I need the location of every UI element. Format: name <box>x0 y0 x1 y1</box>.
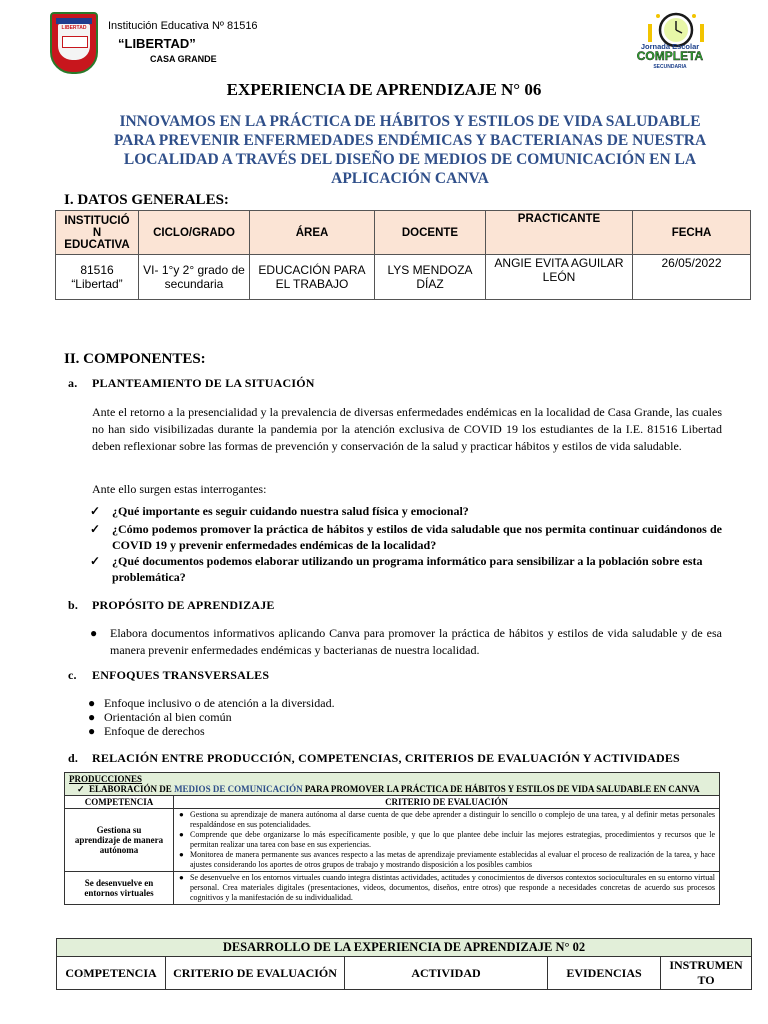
page-title: EXPERIENCIA DE APRENDIZAJE N° 06 <box>226 80 542 99</box>
bullet-icon: ● <box>88 710 96 724</box>
pregunta-item: ✓ ¿Qué documentos podemos elaborar utilizando un programa informático para sensibilizar a la población sobre esta problemática? <box>90 554 703 584</box>
datos-cell: VI- 1°y 2° grado de secundaria <box>139 255 250 300</box>
datos-header: CICLO/GRADO <box>139 211 250 255</box>
datos-header: ÁREA <box>250 211 375 255</box>
datos-header: INSTITUCIÓ N EDUCATIVA <box>56 211 139 255</box>
bullet-icon: ● <box>179 873 184 882</box>
enfoque-item: ● Enfoque inclusivo o de atención a la diversidad. <box>88 696 335 710</box>
page-subtitle <box>100 112 720 188</box>
bullet-icon: ● <box>88 696 96 710</box>
datos-cell: 26/05/2022 <box>633 255 751 300</box>
proposito-item: ● Elabora documentos informativos aplicando Canva para promover la práctica de hábitos y estilos de vida saludable y de esa manera prevenir enfermedades endémicas y bacterianas de nuestra localidad. <box>90 626 722 657</box>
section-a-title: PLANTEAMIENTO DE LA SITUACIÓN <box>92 376 315 390</box>
section-b-title: PROPÓSITO DE APRENDIZAJE <box>92 598 275 612</box>
col-header-criterio: CRITERIO DE EVALUACIÓN <box>174 796 720 809</box>
bullet-icon: ● <box>179 830 184 839</box>
pregunta-item: ✓ ¿Qué importante es seguir cuidando nuestra salud física y emocional? <box>90 504 469 518</box>
bullet-icon: ● <box>179 810 184 819</box>
desarrollo-header: EVIDENCIAS <box>548 957 661 990</box>
produccion-item: ✓ ELABORACIÓN DE MEDIOS DE COMUNICACIÓN PARA PROMOVER LA PRÁCTICA DE HÁBITOS Y ESTILOS DE VIDA SALUDABLE EN CANVA <box>77 784 700 794</box>
section-d-label: d. <box>68 751 79 765</box>
logo-text-completa: COMPLETA <box>636 49 704 63</box>
col-header-competencia: COMPETENCIA <box>65 796 174 809</box>
section-c-title: ENFOQUES TRANSVERSALES <box>92 668 270 682</box>
jornada-completa-logo <box>618 6 718 72</box>
situacion-paragraph: Ante el retorno a la presencialidad y la prevalencia de diversas enfermedades endémicas en la localidad de Casa Grande, las cuales no han sido visibilizadas durante la pandemia por la atención exclusiva de COVID 19 los estudiantes de la I.E. 81516 Libertad deben reflexionar sobre las formas de prevención y conservación de la salud y practicar hábitos y estilos de vida saludable. <box>92 405 722 453</box>
desarrollo-header: COMPETENCIA <box>57 957 166 990</box>
institution-name: Institución Educativa Nº 81516 <box>108 20 258 32</box>
componentes-heading: II. COMPONENTES: <box>64 351 206 367</box>
datos-heading: I. DATOS GENERALES: <box>64 192 229 208</box>
pregunta-item: ✓ ¿Cómo podemos promover la práctica de hábitos y estilos de vida saludable que nos permita continuar cuidándonos de COVID 19 y prevenir enfermedades endémicas de la localidad? <box>90 522 722 552</box>
check-icon: ✓ <box>90 504 101 518</box>
producciones-label: PRODUCCIONES <box>69 774 143 784</box>
preguntas-intro: Ante ello surgen estas interrogantes: <box>92 482 267 496</box>
subtitle-line: PARA PREVENIR ENFERMEDADES ENDÉMICAS Y BACTERIANAS DE NUESTRA <box>113 132 707 149</box>
criterio-item: ● Monitorea de manera permanente sus avances respecto a las metas de aprendizaje previamente establecidas al evaluar el proceso de realización de la tarea, y hace ajustes considerando los aportes de otros grupos de trabajo y mostrando disposición a los posibles cambios <box>179 850 715 869</box>
datos-cell: 81516 “Libertad” <box>56 255 139 300</box>
desarrollo-table <box>56 938 752 990</box>
bullet-icon: ● <box>88 724 96 738</box>
section-d-title: RELACIÓN ENTRE PRODUCCIÓN, COMPETENCIAS, CRITERIOS DE EVALUACIÓN Y ACTIVIDADES <box>92 751 680 765</box>
institution-motto: “LIBERTAD” <box>118 36 196 51</box>
subtitle-line: LOCALIDAD A TRAVÉS DEL DISEÑO DE MEDIOS DE COMUNICACIÓN EN LA <box>123 151 697 168</box>
section-c-label: c. <box>68 668 77 682</box>
datos-cell: ANGIE EVITA AGUILAR LEÓN <box>486 255 633 300</box>
datos-table <box>55 210 751 300</box>
school-crest <box>50 12 98 74</box>
crest-book-icon <box>62 36 88 48</box>
bullet-icon: ● <box>179 850 184 859</box>
datos-header: DOCENTE <box>375 211 486 255</box>
institution-city: CASA GRANDE <box>150 54 217 64</box>
criterio-item: ● Comprende que debe organizarse lo más específicamente posible, y que lo que plantee debe incluir las mejores estrategias, procedimientos y recursos que le permitan realizar una tarea con base en sus experiencias. <box>179 830 715 849</box>
desarrollo-title: DESARROLLO DE LA EXPERIENCIA DE APRENDIZAJE N° 02 <box>57 939 752 957</box>
datos-header: FECHA <box>633 211 751 255</box>
check-icon: ✓ <box>90 522 101 536</box>
enfoque-item: ● Enfoque de derechos <box>88 724 205 738</box>
crest-text: LIBERTAD <box>61 25 87 31</box>
desarrollo-header: INSTRUMEN TO <box>661 957 752 990</box>
competencia-cell: Gestiona su aprendizaje de manera autónoma <box>65 809 174 872</box>
logo-text-secundaria: SECUNDARIA <box>653 64 687 70</box>
section-a-label: a. <box>68 376 78 390</box>
criterio-item: ● Se desenvuelve en los entornos virtuales cuando integra distintas actividades, actitudes y conocimientos de diversos contextos socioculturales en su entorno virtual personal. Crea materiales digitales (presentaciones, videos, documentos, diseños, entre otros) que responde a necesidades concretas de acuerdo sus procesos cognitivos y la manifestación de su individualidad. <box>179 873 715 902</box>
producciones-cell <box>65 773 720 796</box>
subtitle-line: INNOVAMOS EN LA PRÁCTICA DE HÁBITOS Y ESTILOS DE VIDA SALUDABLE <box>119 113 701 130</box>
datos-cell: LYS MENDOZA DÍAZ <box>375 255 486 300</box>
competencia-cell: Se desenvuelve en entornos virtuales <box>65 872 174 905</box>
datos-cell: EDUCACIÓN PARA EL TRABAJO <box>250 255 375 300</box>
logo-text-jornada: Jornada Escolar <box>640 42 700 51</box>
criterio-cell <box>174 809 720 872</box>
check-icon: ✓ <box>77 784 85 794</box>
criterio-item: ● Gestiona su aprendizaje de manera autónoma al darse cuenta de que debe aprender a distinguir lo sencillo o complejo de una tarea, y al definir metas personales respaldándose en sus potencialidades. <box>179 810 715 829</box>
bullet-icon: ● <box>90 626 98 640</box>
enfoque-item: ● Orientación al bien común <box>88 710 232 724</box>
datos-header: PRACTICANTE <box>486 211 633 255</box>
criterio-cell <box>174 872 720 905</box>
check-icon: ✓ <box>90 554 101 568</box>
desarrollo-header: CRITERIO DE EVALUACIÓN <box>166 957 345 990</box>
subtitle-line: APLICACIÓN CANVA <box>331 170 489 187</box>
relacion-table <box>64 772 720 905</box>
desarrollo-header: ACTIVIDAD <box>345 957 548 990</box>
section-b-label: b. <box>68 598 79 612</box>
